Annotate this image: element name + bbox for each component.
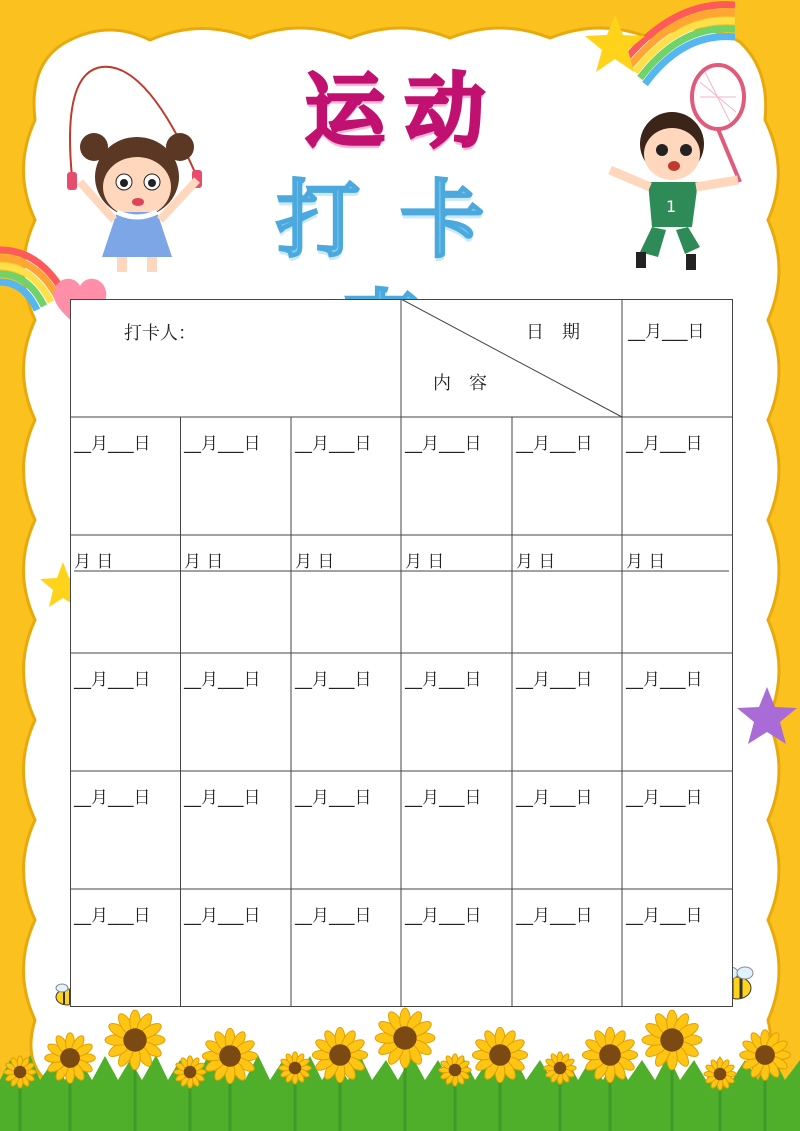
date-field: __月___日	[405, 906, 482, 926]
star-icon	[735, 685, 800, 747]
date-field: __月___日	[626, 434, 703, 454]
date-field: __月___日	[74, 670, 151, 690]
date-field: __月___日	[184, 670, 261, 690]
sunflower-center	[14, 1066, 27, 1079]
date-field: 月 日	[184, 552, 224, 572]
date-field: __月___日	[405, 788, 482, 808]
sunflower-icon	[0, 1000, 800, 1131]
date-field: __月___日	[74, 434, 151, 454]
checkin-table	[70, 299, 733, 1007]
girl-jump-rope-icon	[62, 62, 212, 277]
svg-text:1: 1	[666, 197, 677, 216]
date-field: 月 日	[295, 552, 335, 572]
date-field: 月 日	[626, 552, 666, 572]
date-field: __月___日	[295, 434, 372, 454]
date-field: __月___日	[184, 788, 261, 808]
date-field: __月___日	[184, 434, 261, 454]
date-field: __月___日	[516, 670, 593, 690]
boy-badminton-icon	[600, 62, 760, 292]
sunflower-center	[184, 1066, 197, 1079]
checkin-person-label: 打卡人：	[124, 323, 196, 344]
date-field: __月___日	[295, 788, 372, 808]
date-field: __月___日	[626, 906, 703, 926]
date-field: __月___日	[405, 670, 482, 690]
date-field: __月___日	[295, 906, 372, 926]
date-field: __月___日	[405, 434, 482, 454]
date-field: __月___日	[74, 906, 151, 926]
content-header-label: 内 容	[433, 373, 487, 394]
sunflower-center	[219, 1045, 241, 1067]
date-field: 月 日	[405, 552, 445, 572]
sunflower-center	[289, 1062, 302, 1075]
date-field: __月___日	[295, 670, 372, 690]
page-subtitle: 打卡	[275, 171, 524, 269]
date-field: __月___日	[516, 434, 593, 454]
sunflower-center	[714, 1068, 727, 1081]
date-field: 月 日	[74, 552, 114, 572]
date-field: __月___日	[516, 788, 593, 808]
sunflower-center	[660, 1028, 683, 1051]
sunflower-center	[449, 1064, 462, 1077]
sunflower-center	[755, 1045, 775, 1065]
sunflower-center	[393, 1026, 416, 1049]
sunflower-center	[123, 1028, 146, 1051]
header-date-field: __月___日	[628, 322, 705, 342]
sunflower-center	[554, 1062, 567, 1075]
sunflower-center	[60, 1048, 80, 1068]
date-field: 月 日	[516, 552, 556, 572]
sunflower-center	[489, 1044, 511, 1066]
date-field: __月___日	[626, 670, 703, 690]
date-header-label: 日 期	[526, 322, 580, 343]
date-field: __月___日	[626, 788, 703, 808]
page-title: 运动	[305, 65, 505, 158]
sunflower-center	[329, 1044, 351, 1066]
sunflower-center	[599, 1044, 621, 1066]
date-field: __月___日	[74, 788, 151, 808]
date-field: __月___日	[516, 906, 593, 926]
date-field: __月___日	[184, 906, 261, 926]
